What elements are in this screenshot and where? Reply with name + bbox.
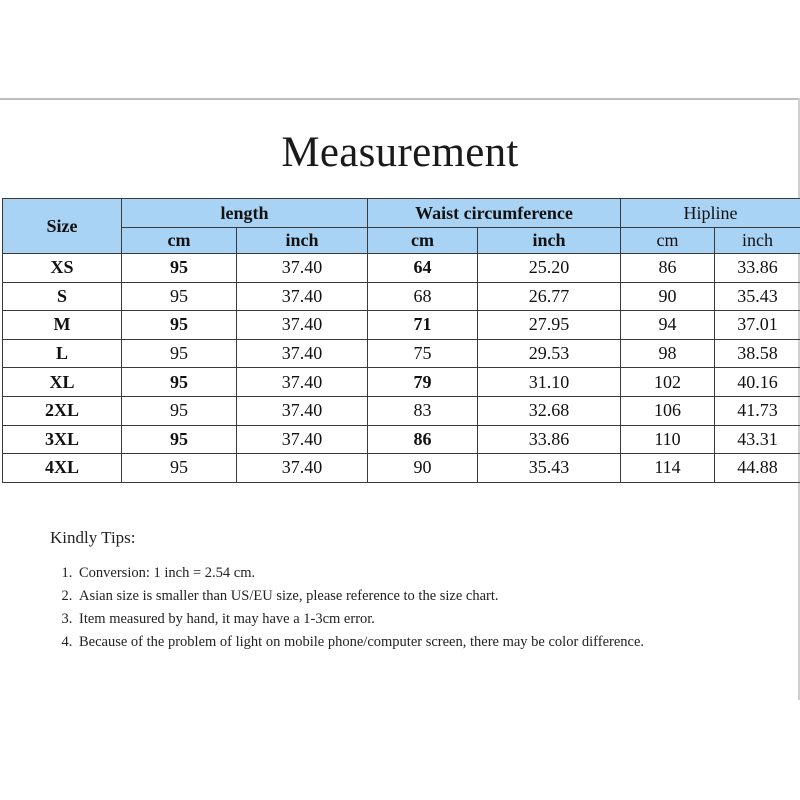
hipline-inch-cell: 40.16 [715,368,800,397]
page-title: Measurement [281,129,519,176]
size-cell: S [3,282,122,311]
waist-inch-cell: 33.86 [478,425,621,454]
tips-list [50,564,750,652]
hipline-inch-cell: 44.88 [715,454,800,483]
length-cm-cell: 95 [122,425,237,454]
tip-item: 3. Item measured by hand, it may have a 1-3cm error. [76,610,750,629]
hipline-cm-cell: 86 [621,254,715,283]
size-cell: M [3,311,122,340]
length-inch-cell: 37.40 [237,454,368,483]
length-cm-cell: 95 [122,454,237,483]
length-inch-cell: 37.40 [237,282,368,311]
waist-cm-cell: 75 [368,339,478,368]
waist-cm-cell: 71 [368,311,478,340]
group-header-hipline: Hipline [621,199,800,228]
size-cell: XS [3,254,122,283]
length-inch-cell: 37.40 [237,396,368,425]
tip-item: 4. Because of the problem of light on mobile phone/computer screen, there may be color difference. [76,633,750,652]
tip-item: 2. Asian size is smaller than US/EU size, please reference to the size chart. [76,587,750,606]
hipline-inch-cell: 38.58 [715,339,800,368]
kindly-tips [50,528,750,656]
length-cm-cell: 95 [122,282,237,311]
waist-inch-cell: 29.53 [478,339,621,368]
waist-cm-cell: 90 [368,454,478,483]
waist-cm-cell: 68 [368,282,478,311]
unit-header: inch [715,228,800,254]
tip-item: 1. Conversion: 1 inch = 2.54 cm. [76,564,750,583]
length-cm-cell: 95 [122,339,237,368]
table-row [3,311,800,340]
size-cell: 3XL [3,425,122,454]
hipline-cm-cell: 102 [621,368,715,397]
length-inch-cell: 37.40 [237,425,368,454]
length-cm-cell: 95 [122,368,237,397]
waist-cm-cell: 83 [368,396,478,425]
waist-inch-cell: 27.95 [478,311,621,340]
table-row [3,368,800,397]
hipline-inch-cell: 41.73 [715,396,800,425]
length-inch-cell: 37.40 [237,254,368,283]
size-chart-table [2,198,800,483]
table-row [3,425,800,454]
waist-inch-cell: 25.20 [478,254,621,283]
waist-inch-cell: 26.77 [478,282,621,311]
hipline-cm-cell: 94 [621,311,715,340]
hipline-cm-cell: 110 [621,425,715,454]
waist-cm-cell: 79 [368,368,478,397]
unit-header: cm [621,228,715,254]
unit-header: cm [368,228,478,254]
waist-inch-cell: 31.10 [478,368,621,397]
hipline-inch-cell: 37.01 [715,311,800,340]
unit-header: inch [478,228,621,254]
length-cm-cell: 95 [122,254,237,283]
size-cell: L [3,339,122,368]
size-cell: XL [3,368,122,397]
size-cell: 2XL [3,396,122,425]
table-row [3,254,800,283]
waist-cm-cell: 64 [368,254,478,283]
length-inch-cell: 37.40 [237,368,368,397]
hipline-inch-cell: 33.86 [715,254,800,283]
waist-cm-cell: 86 [368,425,478,454]
unit-header: inch [237,228,368,254]
hipline-cm-cell: 98 [621,339,715,368]
table-row [3,339,800,368]
unit-header: cm [122,228,237,254]
hipline-cm-cell: 114 [621,454,715,483]
length-inch-cell: 37.40 [237,311,368,340]
size-cell: 4XL [3,454,122,483]
length-cm-cell: 95 [122,396,237,425]
table-row [3,396,800,425]
length-cm-cell: 95 [122,311,237,340]
size-header: Size [3,199,122,254]
tips-title: Kindly Tips: [50,528,136,547]
group-header-waist: Waist circumference [368,199,621,228]
table-row [3,454,800,483]
group-header-length: length [122,199,368,228]
hipline-inch-cell: 35.43 [715,282,800,311]
length-inch-cell: 37.40 [237,339,368,368]
hipline-inch-cell: 43.31 [715,425,800,454]
table-row [3,282,800,311]
hipline-cm-cell: 90 [621,282,715,311]
hipline-cm-cell: 106 [621,396,715,425]
waist-inch-cell: 32.68 [478,396,621,425]
waist-inch-cell: 35.43 [478,454,621,483]
